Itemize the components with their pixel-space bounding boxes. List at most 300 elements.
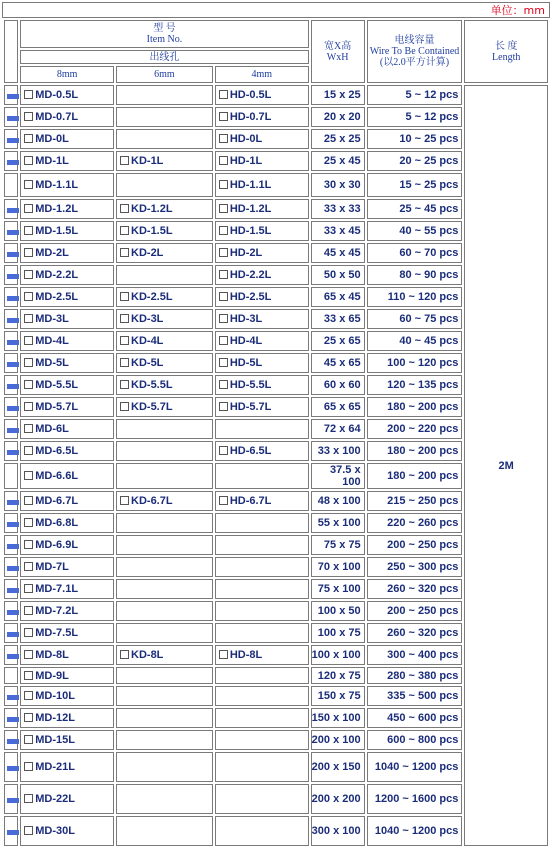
model-name: HD-2.5L <box>229 291 272 303</box>
row-icon-cell <box>4 397 18 417</box>
product-thumb-icon[interactable] <box>7 798 19 803</box>
model-name: KD-3L <box>131 313 164 325</box>
model-cell-m6 <box>116 85 213 105</box>
product-thumb-icon[interactable] <box>7 610 19 615</box>
select-checkbox[interactable] <box>120 156 129 165</box>
product-thumb-icon[interactable] <box>7 717 19 722</box>
select-checkbox[interactable] <box>24 424 33 433</box>
select-checkbox[interactable] <box>24 713 33 722</box>
model-cell-m4 <box>215 287 309 307</box>
row-icon-cell <box>4 686 18 706</box>
row-icon-cell <box>4 816 18 846</box>
model-name: HD-1L <box>229 155 263 167</box>
model-cell-m8 <box>20 243 114 263</box>
model-cell-m8 <box>20 441 114 461</box>
model-cell-m6 <box>116 397 213 417</box>
product-thumb-icon[interactable] <box>7 500 19 505</box>
model-cell-m8 <box>20 309 114 329</box>
model-cell-m6 <box>116 199 213 219</box>
product-thumb-icon[interactable] <box>7 160 19 165</box>
select-checkbox[interactable] <box>219 336 228 345</box>
row-icon-cell <box>4 107 18 127</box>
select-checkbox[interactable] <box>24 496 33 505</box>
model-name: KD-5L <box>131 357 164 369</box>
model-cell-m8 <box>20 173 114 197</box>
row-icon-cell <box>4 309 18 329</box>
row-icon-cell <box>4 667 18 684</box>
model-cell-m8 <box>20 287 114 307</box>
select-checkbox[interactable] <box>24 112 33 121</box>
model-cell-m4 <box>215 85 309 105</box>
size-cell: 45 x 65 <box>311 353 365 373</box>
size-cell: 120 x 75 <box>311 667 365 684</box>
wire-cell: 1200 ~ 1600 pcs <box>367 784 463 814</box>
model-cell-m6 <box>116 419 213 439</box>
wire-cell: 120 ~ 135 pcs <box>367 375 463 395</box>
select-checkbox[interactable] <box>219 112 228 121</box>
model-cell-m4 <box>215 557 309 577</box>
model-cell-m6 <box>116 557 213 577</box>
model-name: MD-1L <box>35 155 69 167</box>
size-cell: 48 x 100 <box>311 491 365 511</box>
select-checkbox[interactable] <box>24 518 33 527</box>
select-checkbox[interactable] <box>24 292 33 301</box>
model-cn: 型 号 <box>153 23 176 34</box>
model-name: HD-6.5L <box>229 445 272 457</box>
size-cell: 200 x 150 <box>311 752 365 782</box>
row-icon-cell <box>4 645 18 665</box>
model-name: HD-3L <box>229 313 263 325</box>
product-thumb-icon[interactable] <box>7 340 19 345</box>
wire-cell: 600 ~ 800 pcs <box>367 730 463 750</box>
size-header <box>311 20 365 83</box>
model-cell-m6 <box>116 645 213 665</box>
size-cell: 50 x 50 <box>311 265 365 285</box>
model-cell-m4 <box>215 309 309 329</box>
size-cell: 300 x 100 <box>311 816 365 846</box>
model-name: MD-7.5L <box>35 627 79 639</box>
select-checkbox[interactable] <box>24 671 33 680</box>
model-name: MD-1.1L <box>35 179 79 191</box>
model-cell-m8 <box>20 708 114 728</box>
row-icon-cell <box>4 287 18 307</box>
select-checkbox[interactable] <box>24 270 33 279</box>
select-checkbox[interactable] <box>219 90 228 99</box>
select-checkbox[interactable] <box>219 248 228 257</box>
model-cell-m4 <box>215 579 309 599</box>
model-name: MD-1.5L <box>35 225 79 237</box>
wire-cell: 215 ~ 250 pcs <box>367 491 463 511</box>
select-checkbox[interactable] <box>24 336 33 345</box>
model-cell-m6 <box>116 243 213 263</box>
model-cell-m8 <box>20 463 114 489</box>
model-name: MD-5.5L <box>35 379 79 391</box>
product-thumb-icon[interactable] <box>7 450 19 455</box>
select-checkbox[interactable] <box>24 562 33 571</box>
model-cell-m4 <box>215 645 309 665</box>
product-thumb-icon[interactable] <box>7 428 19 433</box>
model-name: KD-6.7L <box>131 495 173 507</box>
row-icon-cell <box>4 199 18 219</box>
size-cell: 25 x 65 <box>311 331 365 351</box>
model-name: MD-0L <box>35 133 69 145</box>
model-cell-m6 <box>116 708 213 728</box>
icon-col-header <box>4 20 18 83</box>
select-checkbox[interactable] <box>219 180 228 189</box>
product-thumb-icon[interactable] <box>7 739 19 744</box>
select-checkbox[interactable] <box>219 446 228 455</box>
model-cell-m8 <box>20 667 114 684</box>
size-cell: 33 x 45 <box>311 221 365 241</box>
select-checkbox[interactable] <box>24 358 33 367</box>
select-checkbox[interactable] <box>24 794 33 803</box>
product-thumb-icon[interactable] <box>7 566 19 571</box>
wire-cell: 200 ~ 250 pcs <box>367 601 463 621</box>
size-cell: 72 x 64 <box>311 419 365 439</box>
select-checkbox[interactable] <box>120 380 129 389</box>
product-thumb-icon[interactable] <box>7 544 19 549</box>
model-cell-m6 <box>116 173 213 197</box>
wire-cell: 1040 ~ 1200 pcs <box>367 816 463 846</box>
model-name: HD-6.7L <box>229 495 272 507</box>
product-thumb-icon[interactable] <box>7 274 19 279</box>
product-thumb-icon[interactable] <box>7 208 19 213</box>
wire-cell: 450 ~ 600 pcs <box>367 708 463 728</box>
product-thumb-icon[interactable] <box>7 296 19 301</box>
product-thumb-icon[interactable] <box>7 318 19 323</box>
model-cell-m4 <box>215 513 309 533</box>
size-cell: 55 x 100 <box>311 513 365 533</box>
model-cell-m4 <box>215 151 309 171</box>
size-cell: 33 x 33 <box>311 199 365 219</box>
select-checkbox[interactable] <box>120 650 129 659</box>
select-checkbox[interactable] <box>219 134 228 143</box>
product-thumb-icon[interactable] <box>7 830 19 835</box>
model-name: MD-15L <box>35 734 75 746</box>
select-checkbox[interactable] <box>120 226 129 235</box>
model-cell-m8 <box>20 579 114 599</box>
model-cell-m8 <box>20 265 114 285</box>
select-checkbox[interactable] <box>24 606 33 615</box>
model-cell-m4 <box>215 173 309 197</box>
size-cell: 100 x 75 <box>311 623 365 643</box>
select-checkbox[interactable] <box>24 180 33 189</box>
model-name: HD-5.5L <box>229 379 272 391</box>
model-name: HD-8L <box>229 649 263 661</box>
row-icon-cell <box>4 557 18 577</box>
model-cell-m6 <box>116 265 213 285</box>
model-name: KD-2L <box>131 247 164 259</box>
size-cell: 65 x 45 <box>311 287 365 307</box>
model-cell-m6 <box>116 513 213 533</box>
select-checkbox[interactable] <box>219 204 228 213</box>
wire-cell: 25 ~ 45 pcs <box>367 199 463 219</box>
product-thumb-icon[interactable] <box>7 384 19 389</box>
wire-cell: 200 ~ 220 pcs <box>367 419 463 439</box>
model-cell-m6 <box>116 784 213 814</box>
model-cell-m4 <box>215 441 309 461</box>
model-name: MD-7.2L <box>35 605 79 617</box>
select-checkbox[interactable] <box>24 826 33 835</box>
model-name: HD-0.5L <box>229 89 272 101</box>
product-table <box>2 18 550 848</box>
model-name: KD-4L <box>131 335 164 347</box>
select-checkbox[interactable] <box>120 336 129 345</box>
select-checkbox[interactable] <box>24 735 33 744</box>
select-checkbox[interactable] <box>120 402 129 411</box>
spec-sheet <box>2 2 550 848</box>
model-cell-m4 <box>215 331 309 351</box>
model-name: MD-8L <box>35 649 69 661</box>
model-cell-m8 <box>20 513 114 533</box>
size-cell: 33 x 100 <box>311 441 365 461</box>
model-name: MD-2L <box>35 247 69 259</box>
model-cell-m8 <box>20 601 114 621</box>
select-checkbox[interactable] <box>219 226 228 235</box>
model-name: KD-1L <box>131 155 164 167</box>
model-name: MD-12L <box>35 712 75 724</box>
select-checkbox[interactable] <box>120 292 129 301</box>
select-checkbox[interactable] <box>24 314 33 323</box>
select-checkbox[interactable] <box>24 691 33 700</box>
model-name: MD-9L <box>35 669 69 682</box>
model-cell-m6 <box>116 730 213 750</box>
model-name: MD-10L <box>35 690 75 702</box>
wire-cell: 250 ~ 300 pcs <box>367 557 463 577</box>
row-icon-cell <box>4 623 18 643</box>
length-header <box>464 20 548 83</box>
select-checkbox[interactable] <box>24 540 33 549</box>
model-cell-m4 <box>215 784 309 814</box>
size-cell: 45 x 45 <box>311 243 365 263</box>
unit-label: 单位：mm <box>2 2 550 18</box>
wire-cell: 5 ~ 12 pcs <box>367 85 463 105</box>
size-cell: 60 x 60 <box>311 375 365 395</box>
model-cell-m4 <box>215 221 309 241</box>
select-checkbox[interactable] <box>120 204 129 213</box>
product-thumb-icon[interactable] <box>7 252 19 257</box>
model-cell-m4 <box>215 730 309 750</box>
model-cell-m8 <box>20 107 114 127</box>
table-row <box>4 85 548 105</box>
model-name: MD-30L <box>35 825 75 837</box>
select-checkbox[interactable] <box>219 380 228 389</box>
model-cell-m6 <box>116 353 213 373</box>
model-name: HD-1.2L <box>229 203 272 215</box>
size-cell: 200 x 200 <box>311 784 365 814</box>
row-icon-cell <box>4 441 18 461</box>
model-cell-m6 <box>116 107 213 127</box>
size-cell: 65 x 65 <box>311 397 365 417</box>
select-checkbox[interactable] <box>24 248 33 257</box>
select-checkbox[interactable] <box>24 402 33 411</box>
model-cell-m8 <box>20 491 114 511</box>
model-name: MD-5.7L <box>35 401 79 413</box>
wire-cell: 300 ~ 400 pcs <box>367 645 463 665</box>
wire-cell: 1040 ~ 1200 pcs <box>367 752 463 782</box>
select-checkbox[interactable] <box>219 358 228 367</box>
row-icon-cell <box>4 513 18 533</box>
row-icon-cell <box>4 491 18 511</box>
wire-cell: 260 ~ 320 pcs <box>367 623 463 643</box>
model-name: MD-4L <box>35 335 69 347</box>
model-name: MD-6.9L <box>35 539 79 551</box>
model-cell-m8 <box>20 784 114 814</box>
model-cell-m8 <box>20 686 114 706</box>
model-cell-m4 <box>215 129 309 149</box>
select-checkbox[interactable] <box>219 292 228 301</box>
model-cell-m4 <box>215 243 309 263</box>
size-cell: 150 x 100 <box>311 708 365 728</box>
size-cell: 150 x 75 <box>311 686 365 706</box>
size-cell: 33 x 65 <box>311 309 365 329</box>
row-icon-cell <box>4 243 18 263</box>
model-name: MD-21L <box>35 761 75 773</box>
select-checkbox[interactable] <box>24 650 33 659</box>
model-cell-m8 <box>20 129 114 149</box>
product-thumb-icon[interactable] <box>7 230 19 235</box>
select-checkbox[interactable] <box>219 496 228 505</box>
row-icon-cell <box>4 375 18 395</box>
model-name: MD-6L <box>35 423 69 435</box>
model-name: MD-6.7L <box>35 495 79 507</box>
product-thumb-icon[interactable] <box>7 654 19 659</box>
product-thumb-icon[interactable] <box>7 116 19 121</box>
model-cell-m4 <box>215 667 309 684</box>
col-8mm: 8mm <box>20 66 114 83</box>
select-checkbox[interactable] <box>219 314 228 323</box>
size-cell: 25 x 45 <box>311 151 365 171</box>
length-cell: 2M <box>464 85 548 846</box>
select-checkbox[interactable] <box>24 226 33 235</box>
select-checkbox[interactable] <box>219 156 228 165</box>
size-cell: 25 x 25 <box>311 129 365 149</box>
model-cell-m8 <box>20 645 114 665</box>
select-checkbox[interactable] <box>24 134 33 143</box>
model-name: MD-6.8L <box>35 517 79 529</box>
model-name: HD-2L <box>229 247 263 259</box>
model-cell-m4 <box>215 375 309 395</box>
select-checkbox[interactable] <box>219 650 228 659</box>
wire-header <box>367 20 463 83</box>
model-name: HD-2.2L <box>229 269 272 281</box>
model-name: MD-3L <box>35 313 69 325</box>
model-cell-m6 <box>116 309 213 329</box>
product-thumb-icon[interactable] <box>7 94 19 99</box>
model-name: HD-1.5L <box>229 225 272 237</box>
row-icon-cell <box>4 129 18 149</box>
size-cell: 200 x 100 <box>311 730 365 750</box>
product-thumb-icon[interactable] <box>7 406 19 411</box>
product-thumb-icon[interactable] <box>7 588 19 593</box>
model-cell-m8 <box>20 331 114 351</box>
wire-cell: 335 ~ 500 pcs <box>367 686 463 706</box>
model-cell-m6 <box>116 441 213 461</box>
model-name: MD-2.2L <box>35 269 79 281</box>
model-name: MD-0.7L <box>35 111 79 123</box>
model-cell-m8 <box>20 397 114 417</box>
model-cell-m8 <box>20 623 114 643</box>
model-cell-m8 <box>20 419 114 439</box>
row-icon-cell <box>4 419 18 439</box>
wire-cell: 40 ~ 55 pcs <box>367 221 463 241</box>
product-thumb-icon[interactable] <box>7 695 19 700</box>
hole-header: 出线孔 <box>20 50 308 64</box>
model-cell-m8 <box>20 221 114 241</box>
model-cell-m8 <box>20 557 114 577</box>
model-cell-m6 <box>116 752 213 782</box>
size-cell: 100 x 100 <box>311 645 365 665</box>
size-cell: 30 x 30 <box>311 173 365 197</box>
model-cell-m4 <box>215 535 309 555</box>
product-thumb-icon[interactable] <box>7 632 19 637</box>
select-checkbox[interactable] <box>120 314 129 323</box>
wire-cell: 10 ~ 25 pcs <box>367 129 463 149</box>
model-name: KD-8L <box>131 649 164 661</box>
select-checkbox[interactable] <box>24 762 33 771</box>
select-checkbox[interactable] <box>24 471 33 480</box>
select-checkbox[interactable] <box>120 248 129 257</box>
model-name: HD-1.1L <box>229 179 272 191</box>
model-cell-m4 <box>215 816 309 846</box>
product-thumb-icon[interactable] <box>7 766 19 771</box>
model-name: MD-1.2L <box>35 203 79 215</box>
model-name: HD-0L <box>229 133 263 145</box>
select-checkbox[interactable] <box>24 204 33 213</box>
model-cell-m4 <box>215 265 309 285</box>
size-cell: 70 x 100 <box>311 557 365 577</box>
wire-cell: 180 ~ 200 pcs <box>367 463 463 489</box>
select-checkbox[interactable] <box>120 358 129 367</box>
model-name: KD-2.5L <box>131 291 173 303</box>
select-checkbox[interactable] <box>24 628 33 637</box>
row-icon-cell <box>4 331 18 351</box>
product-thumb-icon[interactable] <box>7 138 19 143</box>
model-cell-m4 <box>215 463 309 489</box>
size-cell: 15 x 25 <box>311 85 365 105</box>
select-checkbox[interactable] <box>120 496 129 505</box>
model-name: KD-1.2L <box>131 203 173 215</box>
row-icon-cell <box>4 151 18 171</box>
product-thumb-icon[interactable] <box>7 522 19 527</box>
select-checkbox[interactable] <box>24 446 33 455</box>
select-checkbox[interactable] <box>219 402 228 411</box>
select-checkbox[interactable] <box>24 584 33 593</box>
size-cell: 100 x 50 <box>311 601 365 621</box>
model-cell-m6 <box>116 816 213 846</box>
select-checkbox[interactable] <box>24 380 33 389</box>
row-icon-cell <box>4 730 18 750</box>
model-cell-m6 <box>116 667 213 684</box>
row-icon-cell <box>4 221 18 241</box>
product-thumb-icon[interactable] <box>7 362 19 367</box>
select-checkbox[interactable] <box>24 90 33 99</box>
row-icon-cell <box>4 85 18 105</box>
model-name: MD-0.5L <box>35 89 79 101</box>
model-name: KD-5.7L <box>131 401 173 413</box>
model-name: MD-7L <box>35 561 69 573</box>
model-cell-m6 <box>116 601 213 621</box>
select-checkbox[interactable] <box>219 270 228 279</box>
row-icon-cell <box>4 784 18 814</box>
select-checkbox[interactable] <box>24 156 33 165</box>
wire-cell: 110 ~ 120 pcs <box>367 287 463 307</box>
model-cell-m8 <box>20 199 114 219</box>
len-en: Length <box>492 51 521 63</box>
size-cell: 75 x 75 <box>311 535 365 555</box>
model-cell-m4 <box>215 686 309 706</box>
wire-cell: 20 ~ 25 pcs <box>367 151 463 171</box>
